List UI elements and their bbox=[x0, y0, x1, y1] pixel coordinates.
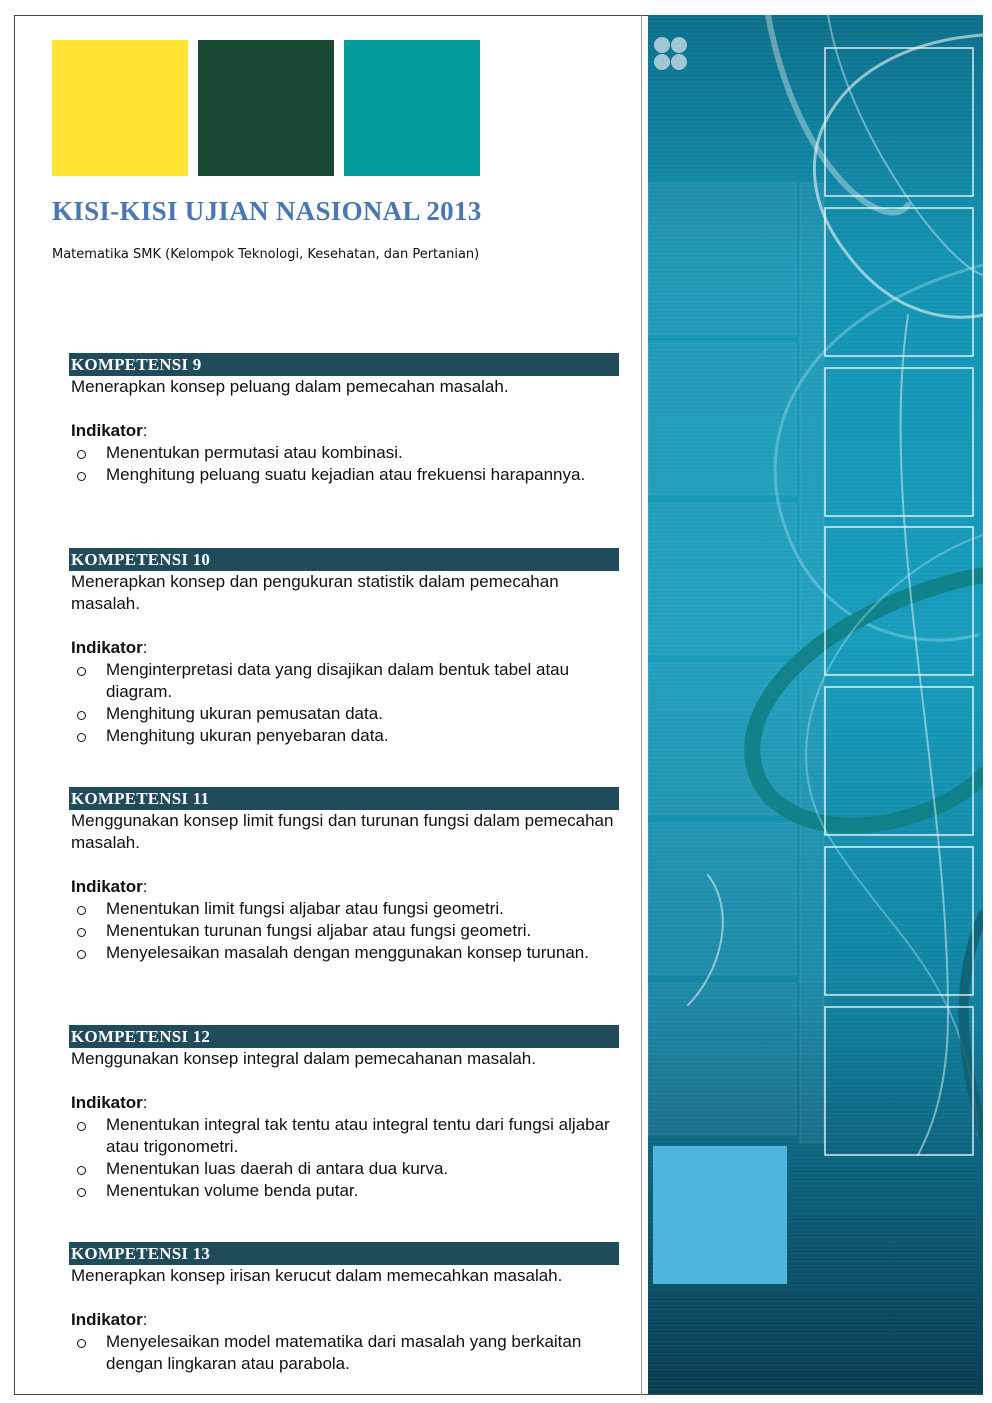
circle-bullet-icon bbox=[77, 450, 86, 459]
indicator-item: Menyelesaikan masalah dengan menggunakan konsep turunan. bbox=[69, 942, 619, 964]
document-subtitle: Matematika SMK (Kelompok Teknologi, Kesehatan, dan Pertanian) bbox=[52, 247, 480, 262]
indicator-item: Menentukan integral tak tentu atau integral tentu dari fungsi aljabar atau trigonometri. bbox=[69, 1114, 619, 1158]
circle-bullet-icon bbox=[77, 711, 86, 720]
page-frame-bottom bbox=[14, 1394, 983, 1395]
circle-bullet-icon bbox=[77, 472, 86, 481]
indicator-label: Indikator: bbox=[71, 1093, 148, 1112]
four-dots-icon bbox=[654, 37, 687, 70]
background-tile bbox=[648, 823, 796, 975]
yellow-color-block bbox=[52, 40, 188, 176]
dark-green-color-block bbox=[198, 40, 334, 176]
circle-bullet-icon bbox=[77, 733, 86, 742]
background-tile bbox=[648, 983, 796, 1135]
indicator-item: Menentukan luas daerah di antara dua kurva. bbox=[69, 1158, 619, 1180]
circle-bullet-icon bbox=[77, 950, 86, 959]
panel-artwork bbox=[648, 15, 983, 1394]
competency-heading: KOMPETENSI 10 bbox=[69, 548, 619, 571]
competency-description: Menerapkan konsep irisan kerucut dalam memecahkan masalah. bbox=[71, 1266, 563, 1285]
column-divider bbox=[641, 15, 642, 1395]
competency-section-11 bbox=[69, 787, 619, 964]
indicator-item: Menentukan limit fungsi aljabar atau fungsi geometri. bbox=[69, 898, 619, 920]
indicator-label: Indikator: bbox=[71, 877, 148, 896]
competency-heading: KOMPETENSI 12 bbox=[69, 1025, 619, 1048]
indicator-label: Indikator: bbox=[71, 1310, 148, 1329]
page-frame-left bbox=[14, 15, 15, 1395]
indicator-item: Menghitung peluang suatu kejadian atau frekuensi harapannya. bbox=[69, 464, 619, 486]
outline-frame bbox=[825, 1007, 973, 1155]
indicator-item: Menentukan permutasi atau kombinasi. bbox=[69, 442, 619, 464]
indicator-list bbox=[69, 1114, 619, 1202]
competency-description: Menggunakan konsep integral dalam pemecahanan masalah. bbox=[71, 1049, 536, 1068]
circle-bullet-icon bbox=[77, 667, 86, 676]
indicator-label: Indikator: bbox=[71, 421, 148, 440]
competency-description: Menerapkan konsep peluang dalam pemecahan masalah. bbox=[71, 377, 509, 396]
swirl-arc bbox=[901, 315, 948, 1155]
competency-section-10 bbox=[69, 548, 619, 747]
background-tile bbox=[648, 183, 796, 335]
competency-section-9 bbox=[69, 353, 619, 486]
competency-description: Menerapkan konsep dan pengukuran statistik dalam pemecahan masalah. bbox=[71, 572, 559, 613]
circle-bullet-icon bbox=[77, 928, 86, 937]
outline-frame bbox=[825, 847, 973, 995]
decorative-side-panel bbox=[648, 15, 983, 1394]
indicator-item: Menghitung ukuran penyebaran data. bbox=[69, 725, 619, 747]
indicator-list bbox=[69, 659, 619, 747]
circle-bullet-icon bbox=[77, 1188, 86, 1197]
outline-frame bbox=[825, 48, 973, 196]
circle-bullet-icon bbox=[77, 1166, 86, 1175]
competency-section-13 bbox=[69, 1242, 619, 1375]
swirl-arc bbox=[828, 15, 983, 275]
outline-frame bbox=[825, 208, 973, 356]
document-title: KISI-KISI UJIAN NASIONAL 2013 bbox=[52, 196, 482, 226]
indicator-item: Menginterpretasi data yang disajikan dalam bentuk tabel atau diagram. bbox=[69, 659, 619, 703]
light-blue-square bbox=[653, 1146, 787, 1284]
indicator-item: Menyelesaikan model matematika dari masalah yang berkaitan dengan lingkaran atau parabola. bbox=[69, 1331, 619, 1375]
circle-bullet-icon bbox=[77, 906, 86, 915]
teal-color-block bbox=[344, 40, 480, 176]
competency-section-12 bbox=[69, 1025, 619, 1202]
indicator-item: Menghitung ukuran pemusatan data. bbox=[69, 703, 619, 725]
outline-frame bbox=[825, 368, 973, 516]
indicator-list bbox=[69, 898, 619, 964]
background-tile bbox=[648, 503, 796, 655]
indicator-list bbox=[69, 442, 619, 486]
competency-heading: KOMPETENSI 11 bbox=[69, 787, 619, 810]
competency-description: Menggunakan konsep limit fungsi dan turunan fungsi dalam pemecahan masalah. bbox=[71, 811, 614, 852]
indicator-list bbox=[69, 1331, 619, 1375]
competency-heading: KOMPETENSI 13 bbox=[69, 1242, 619, 1265]
circle-bullet-icon bbox=[77, 1122, 86, 1131]
competency-heading: KOMPETENSI 9 bbox=[69, 353, 619, 376]
indicator-item: Menentukan volume benda putar. bbox=[69, 1180, 619, 1202]
indicator-item: Menentukan turunan fungsi aljabar atau fungsi geometri. bbox=[69, 920, 619, 942]
circle-bullet-icon bbox=[77, 1339, 86, 1348]
indicator-label: Indikator: bbox=[71, 638, 148, 657]
